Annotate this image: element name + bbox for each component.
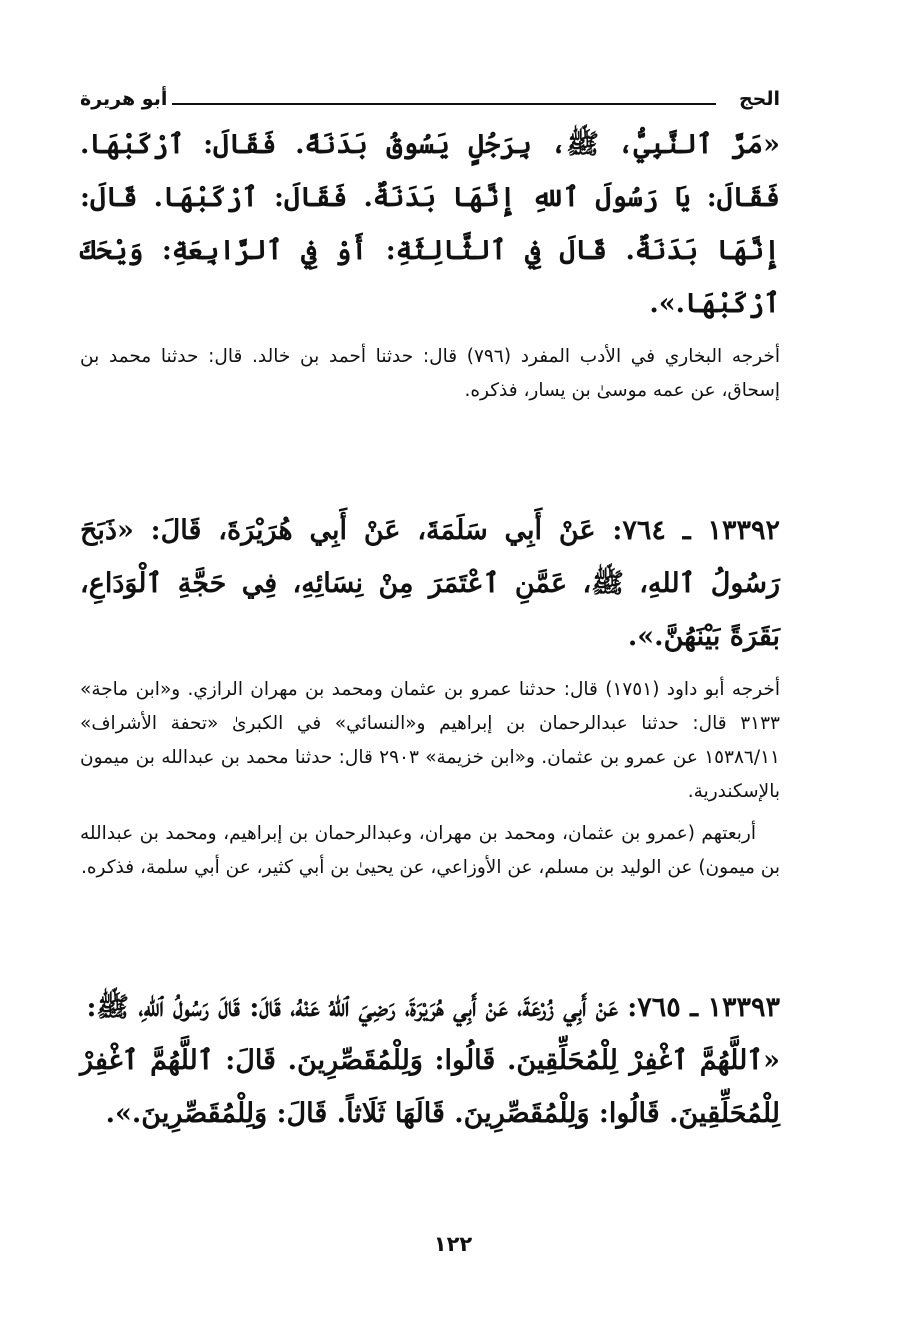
header-rule bbox=[172, 103, 716, 105]
takhrij-764: أخرجه أبو داود (١٧٥١) قال: حدثنا عمرو بن عثمان ومحمد بن مهران الرازي. و«ابن ماجة» ٣١٣٣ قال: حدثنا عبدالرحمان بن إبراهيم و«النسائي» في الكبرىٰ «تحفة الأشراف» ١٥٣٨٦/١١ عن عمرو بن عثمان. و«ابن خزيمة» ٢٩٠٣ قال: حدثنا محمد بن عبدالله بن ميمون بالإسكندرية. bbox=[80, 679, 780, 802]
page bbox=[80, 86, 780, 1140]
page-number: ١٢٢ bbox=[433, 1232, 473, 1256]
hadith-764-text: ١٣٣٩٢ ـ ٧٦٤: عَنْ أَبِي سَلَمَةَ، عَنْ أَبِي هُرَيْرَةَ، قَالَ: «ذَبَحَ رَسُولُ ٱللهِ، ﷺ، عَمَّنِ ٱعْتَمَرَ مِنْ نِسَائِهِ، فِي حَجَّةِ ٱلْوَدَاعِ، بَقَرَةً بَيْنَهُنَّ.». bbox=[80, 515, 780, 652]
hadith-text-previous: «مَرَّ ٱلنَّبِيُّ، ﷺ، بِرَجُلٍ يَسُوقُ بَدَنَةً. فَقَالَ: ٱرْكَبْهَا. فَقَالَ: يَا رَسُولَ ٱللهِ إِنَّهَا بَدَنَةٌ. فَقَالَ: ٱرْكَبْهَا. قَالَ: إِنَّهَا بَدَنَةٌ. قَالَ فِي ٱلثَّالِثَةِ: أَوْ فِي ٱلرَّابِعَةِ: وَيْحَكَ ٱرْكَبْهَا.». bbox=[80, 129, 780, 319]
chapter-title: الحج bbox=[738, 88, 780, 110]
isnad-764: أربعتهم (عمرو بن عثمان، ومحمد بن مهران، وعبدالرحمان بن إبراهيم، ومحمد بن عبدالله بن ميمون) عن الوليد بن مسلم، عن الأوزاعي، عن يحيىٰ بن أبي كثير، عن أبي سلمة، فذكره. bbox=[80, 823, 780, 878]
running-header bbox=[80, 86, 780, 118]
hadith-765-text: «ٱللَّهُمَّ ٱغْفِرْ لِلْمُحَلِّقِينَ. قَالُوا: وَلِلْمُقَصِّرِينَ. قَالَ: ٱللَّهُمَّ ٱغْفِرْ لِلْمُحَلِّقِينَ. قَالُوا: وَلِلْمُقَصِّرِينَ. قَالَهَا ثَلَاثاً. قَالَ: وَلِلْمُقَصِّرِينَ.». bbox=[80, 1045, 780, 1129]
hadith-765-intro: ١٣٣٩٣ ـ ٧٦٥: عَنْ أَبِي زُرْعَةَ، عَنْ أَبِي هُرَيْرَةَ، رَضِيَ ٱللهُ عَنْهُ، قَالَ: قَالَ رَسُولُ ٱللهِ، ﷺ: bbox=[86, 992, 780, 1023]
narrator-title: أبو هريرة bbox=[80, 88, 168, 110]
takhrij-previous: أخرجه البخاري في الأدب المفرد (٧٩٦) قال: حدثنا أحمد بن خالد. قال: حدثنا محمد بن إسحاق، عن عمه موسىٰ بن يسار، فذكره. bbox=[80, 346, 780, 401]
